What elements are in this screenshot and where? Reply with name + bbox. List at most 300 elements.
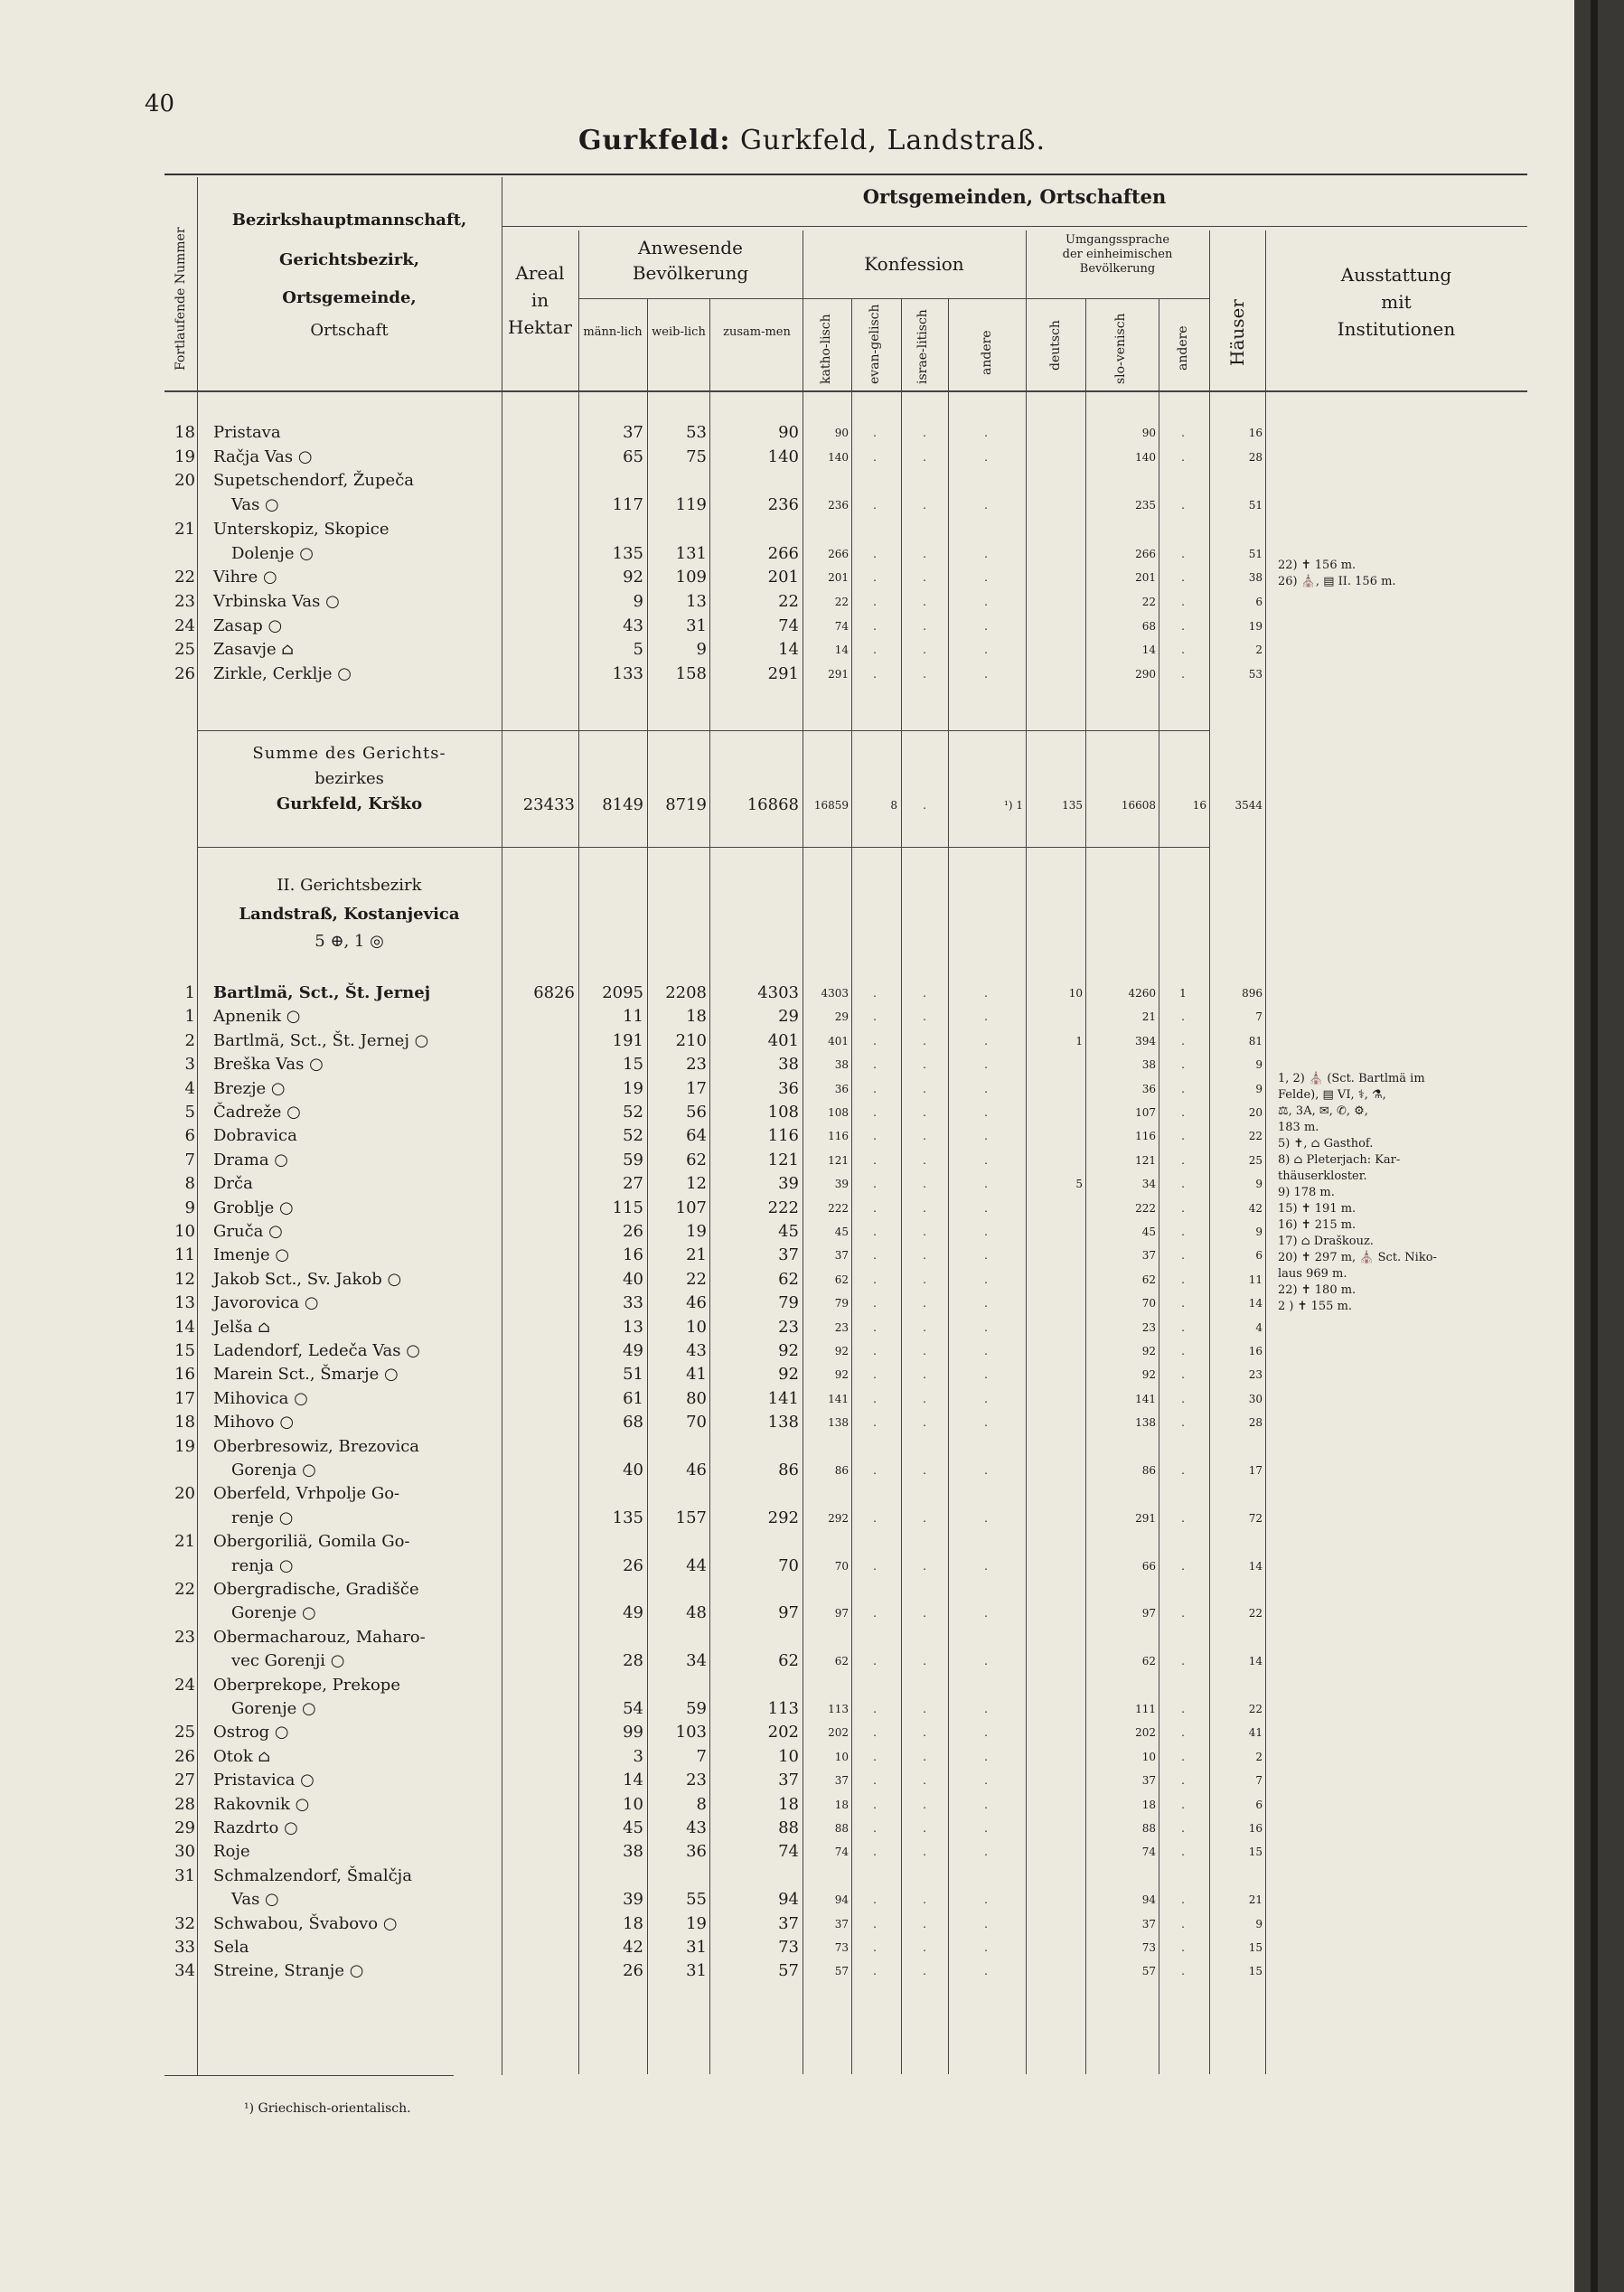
row-empty-dot: . xyxy=(923,1416,926,1430)
row-haeuser: 41 xyxy=(1248,1726,1263,1740)
row-haeuser: 20 xyxy=(1248,1106,1263,1119)
row-name: Rakovnik ○ xyxy=(213,1794,310,1814)
row-zusammen: 88 xyxy=(778,1818,799,1837)
page-number: 40 xyxy=(145,90,175,117)
row-number: 27 xyxy=(174,1771,195,1790)
row-zusammen: 79 xyxy=(778,1293,799,1313)
row-empty-dot: . xyxy=(984,668,988,681)
row-empty-dot: . xyxy=(923,499,926,512)
row-name: Pristavica ○ xyxy=(213,1771,314,1790)
row-number: 28 xyxy=(174,1794,195,1814)
row-zusammen: 37 xyxy=(778,1771,799,1790)
row-empty-dot: . xyxy=(923,668,926,681)
row-number: 9 xyxy=(184,1198,195,1217)
row-deutsch: 1 xyxy=(1075,1034,1083,1047)
row-slovenisch: 92 xyxy=(1141,1368,1156,1382)
running-title xyxy=(0,125,1624,156)
row-number: 1 xyxy=(184,983,195,1002)
row-empty-dot: . xyxy=(984,427,988,439)
row-empty-dot: . xyxy=(923,571,926,585)
row-slovenisch: 37 xyxy=(1141,1774,1156,1788)
row-name: Apnenik ○ xyxy=(213,1007,301,1027)
row-name: Marein Sct., Šmarje ○ xyxy=(213,1365,399,1385)
row-number: 14 xyxy=(174,1317,195,1337)
header-umgang-3: Bevölkerung xyxy=(1079,262,1156,276)
row-empty-dot: . xyxy=(984,450,988,464)
row-katholisch: 39 xyxy=(834,1178,849,1191)
row-weiblich: 56 xyxy=(686,1103,707,1122)
row-slovenisch: 62 xyxy=(1141,1655,1156,1668)
header-bezirk-2: Gerichtsbezirk, xyxy=(279,250,419,269)
row-empty-dot: . xyxy=(923,427,926,439)
row-slovenisch: 94 xyxy=(1141,1893,1156,1907)
row-katholisch: 92 xyxy=(834,1345,849,1357)
row-maennlich: 52 xyxy=(623,1103,643,1122)
summe-areal: 23433 xyxy=(522,795,575,814)
row-maennlich: 51 xyxy=(623,1365,643,1385)
row-areal: 6826 xyxy=(533,983,575,1002)
note-line: 5) ✝, ⌂ Gasthof. xyxy=(1278,1137,1374,1151)
row-maennlich: 135 xyxy=(612,543,643,563)
book-binding-edge xyxy=(1574,0,1624,2292)
row-andere: . xyxy=(1181,1297,1185,1310)
row-haeuser: 7 xyxy=(1255,1774,1263,1788)
row-andere: . xyxy=(1181,1249,1185,1263)
row-andere: . xyxy=(1181,1822,1185,1835)
row-andere: . xyxy=(1181,1846,1185,1859)
row-empty-dot: . xyxy=(923,987,926,1000)
row-name: Oberbresowiz, Brezovica xyxy=(213,1436,420,1456)
row-name: Razdrto ○ xyxy=(213,1818,298,1837)
col-line xyxy=(1265,230,1266,2074)
row-slovenisch: 37 xyxy=(1141,1917,1156,1930)
row-zusammen: 22 xyxy=(778,591,799,611)
row-katholisch: 86 xyxy=(834,1464,849,1477)
row-empty-dot: . xyxy=(873,427,877,439)
row-andere: . xyxy=(1181,1226,1185,1238)
row-empty-dot: . xyxy=(984,1297,988,1310)
row-katholisch: 37 xyxy=(834,1774,849,1788)
row-empty-dot: . xyxy=(873,668,877,681)
row-maennlich: 133 xyxy=(612,664,643,683)
row-andere: . xyxy=(1181,1392,1185,1405)
row-maennlich: 115 xyxy=(612,1198,643,1217)
row-zusammen: 74 xyxy=(778,615,799,635)
row-maennlich: 26 xyxy=(623,1222,643,1241)
header-evangelisch: evan-gelisch xyxy=(868,304,882,384)
row-weiblich: 158 xyxy=(675,664,707,683)
row-zusammen: 38 xyxy=(778,1055,799,1075)
row-name: Oberfeld, Vrhpolje Go- xyxy=(213,1484,400,1504)
row-name: Vas ○ xyxy=(231,1890,279,1910)
row-weiblich: 70 xyxy=(686,1413,707,1432)
row-weiblich: 41 xyxy=(686,1365,707,1385)
row-empty-dot: . xyxy=(873,547,877,560)
row-maennlich: 14 xyxy=(623,1771,643,1790)
row-zusammen: 62 xyxy=(778,1269,799,1289)
row-slovenisch: 222 xyxy=(1135,1201,1156,1215)
row-haeuser: 9 xyxy=(1255,1082,1263,1095)
row-name: Imenje ○ xyxy=(213,1245,290,1265)
row-weiblich: 8 xyxy=(696,1794,707,1814)
row-empty-dot: . xyxy=(984,1226,988,1238)
row-katholisch: 70 xyxy=(834,1559,849,1573)
row-deutsch: 5 xyxy=(1075,1178,1083,1191)
row-empty-dot: . xyxy=(923,1010,926,1024)
row-empty-dot: . xyxy=(984,1941,988,1954)
row-weiblich: 53 xyxy=(686,423,707,442)
row-empty-dot: . xyxy=(923,1226,926,1238)
row-empty-dot: . xyxy=(873,1201,877,1215)
row-andere: . xyxy=(1181,1941,1185,1954)
summe-andere2: 16 xyxy=(1192,799,1206,812)
row-katholisch: 94 xyxy=(834,1893,849,1907)
header-areal-1: Areal xyxy=(515,262,565,284)
row-empty-dot: . xyxy=(984,1965,988,1978)
row-empty-dot: . xyxy=(873,643,877,657)
row-slovenisch: 107 xyxy=(1135,1106,1156,1119)
row-number: 20 xyxy=(174,1484,195,1504)
header-areal-3: Hektar xyxy=(508,316,572,338)
summe-israelitisch: . xyxy=(923,799,926,812)
header-umgang-2: der einheimischen xyxy=(1062,248,1173,261)
row-haeuser: 15 xyxy=(1248,1941,1263,1954)
row-weiblich: 23 xyxy=(686,1055,707,1075)
row-empty-dot: . xyxy=(984,1368,988,1382)
row-andere: . xyxy=(1181,619,1185,633)
summe-andere: ¹) 1 xyxy=(1004,799,1023,812)
summe-line-3: Gurkfeld, Krško xyxy=(276,794,423,813)
row-weiblich: 157 xyxy=(675,1508,707,1527)
row-zusammen: 202 xyxy=(767,1723,799,1742)
row-katholisch: 138 xyxy=(828,1416,849,1430)
row-empty-dot: . xyxy=(873,987,877,1000)
row-name: Dolenje ○ xyxy=(231,543,314,563)
row-empty-dot: . xyxy=(923,1130,926,1143)
row-empty-dot: . xyxy=(873,1226,877,1238)
header-ausstattung-2: mit xyxy=(1381,291,1412,313)
row-empty-dot: . xyxy=(923,595,926,608)
row-andere: . xyxy=(1181,1034,1185,1047)
row-haeuser: 25 xyxy=(1248,1153,1263,1167)
row-number: 15 xyxy=(174,1341,195,1360)
row-weiblich: 36 xyxy=(686,1842,707,1862)
row-zusammen: 140 xyxy=(767,446,799,466)
row-empty-dot: . xyxy=(873,1416,877,1430)
table-bottom xyxy=(164,2075,454,2076)
note-line: 20) ✝ 297 m, ⛪ Sct. Niko- xyxy=(1278,1251,1437,1264)
row-andere: . xyxy=(1181,1965,1185,1978)
row-zusammen: 37 xyxy=(778,1913,799,1933)
row-maennlich: 65 xyxy=(623,446,643,466)
row-zusammen: 291 xyxy=(767,664,799,683)
row-katholisch: 22 xyxy=(834,595,849,608)
header-slovenisch: slo-venisch xyxy=(1113,313,1128,384)
row-andere: . xyxy=(1181,1273,1185,1286)
section-divider xyxy=(197,847,1209,848)
row-empty-dot: . xyxy=(873,1846,877,1859)
row-katholisch: 121 xyxy=(828,1153,849,1167)
row-number: 24 xyxy=(174,1675,195,1695)
row-haeuser: 28 xyxy=(1248,1416,1263,1430)
row-andere: . xyxy=(1181,1655,1185,1668)
row-empty-dot: . xyxy=(873,1750,877,1763)
row-slovenisch: 34 xyxy=(1141,1178,1156,1191)
row-maennlich: 38 xyxy=(623,1842,643,1862)
row-name: Roje xyxy=(213,1842,250,1862)
row-andere: . xyxy=(1181,1917,1185,1930)
row-katholisch: 201 xyxy=(828,571,849,585)
row-name: Drča xyxy=(213,1174,253,1194)
row-empty-dot: . xyxy=(923,1941,926,1954)
row-name: Streine, Stranje ○ xyxy=(213,1961,364,1981)
row-maennlich: 37 xyxy=(623,423,643,442)
summe-katholisch: 16859 xyxy=(813,799,849,812)
row-zusammen: 201 xyxy=(767,568,799,587)
row-maennlich: 28 xyxy=(623,1651,643,1671)
note-line: 1, 2) ⛪ (Sct. Bartlmä im xyxy=(1278,1072,1425,1085)
row-weiblich: 62 xyxy=(686,1150,707,1169)
row-empty-dot: . xyxy=(873,1058,877,1072)
header-fortlaufende: Fortlaufende Nummer xyxy=(174,227,188,371)
row-empty-dot: . xyxy=(984,1559,988,1573)
row-zusammen: 45 xyxy=(778,1222,799,1241)
row-empty-dot: . xyxy=(984,1058,988,1072)
row-number: 23 xyxy=(174,591,195,611)
row-zusammen: 138 xyxy=(767,1413,799,1432)
row-number: 8 xyxy=(184,1174,195,1194)
row-empty-dot: . xyxy=(984,1392,988,1405)
row-empty-dot: . xyxy=(923,1893,926,1907)
row-name: Pristava xyxy=(213,423,281,442)
row-haeuser: 2 xyxy=(1255,1750,1263,1763)
row-weiblich: 46 xyxy=(686,1461,707,1479)
row-weiblich: 19 xyxy=(686,1913,707,1933)
row-empty-dot: . xyxy=(984,1201,988,1215)
row-slovenisch: 266 xyxy=(1135,547,1156,560)
note-line: 22) ✝ 180 m. xyxy=(1278,1283,1356,1297)
row-number: 13 xyxy=(174,1293,195,1313)
row-zusammen: 94 xyxy=(778,1890,799,1910)
row-slovenisch: 10 xyxy=(1141,1750,1156,1763)
row-andere: . xyxy=(1181,1106,1185,1119)
row-haeuser: 9 xyxy=(1255,1058,1263,1072)
row-empty-dot: . xyxy=(923,1153,926,1167)
row-katholisch: 92 xyxy=(834,1368,849,1382)
row-weiblich: 119 xyxy=(675,495,707,515)
row-slovenisch: 291 xyxy=(1135,1511,1156,1525)
row-maennlich: 49 xyxy=(623,1603,643,1623)
row-empty-dot: . xyxy=(873,1774,877,1788)
row-maennlich: 33 xyxy=(623,1293,643,1313)
row-haeuser: 17 xyxy=(1248,1464,1263,1477)
row-katholisch: 73 xyxy=(834,1941,849,1954)
row-maennlich: 61 xyxy=(623,1388,643,1408)
row-empty-dot: . xyxy=(923,1392,926,1405)
row-name: Obergoriliä, Gomila Go- xyxy=(213,1532,410,1552)
row-katholisch: 74 xyxy=(834,619,849,633)
row-katholisch: 37 xyxy=(834,1249,849,1263)
row-zusammen: 23 xyxy=(778,1317,799,1337)
row-zusammen: 401 xyxy=(767,1030,799,1050)
row-empty-dot: . xyxy=(923,1034,926,1047)
row-slovenisch: 23 xyxy=(1141,1320,1156,1334)
row-name: Mihovo ○ xyxy=(213,1413,295,1432)
row-empty-dot: . xyxy=(923,1917,926,1930)
row-zusammen: 57 xyxy=(778,1961,799,1981)
row-haeuser: 53 xyxy=(1248,668,1263,681)
row-empty-dot: . xyxy=(873,499,877,512)
row-maennlich: 54 xyxy=(623,1699,643,1718)
row-haeuser: 16 xyxy=(1248,1345,1263,1357)
row-name: Obergradische, Gradišče xyxy=(213,1580,419,1599)
row-slovenisch: 66 xyxy=(1141,1559,1156,1573)
row-maennlich: 191 xyxy=(612,1030,643,1050)
row-empty-dot: . xyxy=(923,1559,926,1573)
row-maennlich: 40 xyxy=(623,1269,643,1289)
row-slovenisch: 140 xyxy=(1135,450,1156,464)
row-zusammen: 108 xyxy=(767,1103,799,1122)
row-haeuser: 6 xyxy=(1255,1798,1263,1811)
row-empty-dot: . xyxy=(923,1750,926,1763)
header-israelitisch: israe-litisch xyxy=(915,309,930,384)
row-weiblich: 107 xyxy=(675,1198,707,1217)
row-zusammen: 292 xyxy=(767,1508,799,1527)
bezirk2-line-3: 5 ⊕, 1 ◎ xyxy=(314,932,384,951)
row-slovenisch: 394 xyxy=(1135,1034,1156,1047)
row-katholisch: 141 xyxy=(828,1392,849,1405)
row-empty-dot: . xyxy=(923,643,926,657)
row-empty-dot: . xyxy=(923,1607,926,1620)
note-line: thäuserkloster. xyxy=(1278,1169,1367,1183)
note-line: laus 969 m. xyxy=(1278,1267,1347,1281)
row-maennlich: 68 xyxy=(623,1413,643,1432)
row-number: 10 xyxy=(174,1222,195,1241)
row-name: renja ○ xyxy=(231,1555,294,1575)
row-empty-dot: . xyxy=(923,1106,926,1119)
row-haeuser: 9 xyxy=(1255,1226,1263,1238)
header-bezirk-3: Ortsgemeinde, xyxy=(282,288,417,307)
row-empty-dot: . xyxy=(984,547,988,560)
row-haeuser: 6 xyxy=(1255,595,1263,608)
title-rest: Gurkfeld, Landstraß. xyxy=(730,125,1047,156)
row-maennlich: 19 xyxy=(623,1078,643,1098)
row-katholisch: 36 xyxy=(834,1082,849,1095)
row-zusammen: 121 xyxy=(767,1150,799,1169)
note-line: 8) ⌂ Pleterjach: Kar- xyxy=(1278,1153,1401,1167)
row-slovenisch: 86 xyxy=(1141,1464,1156,1477)
row-weiblich: 103 xyxy=(675,1723,707,1742)
row-katholisch: 97 xyxy=(834,1607,849,1620)
header-umgang-1: Umgangssprache xyxy=(1065,233,1170,247)
row-name: Obermacharouz, Maharo- xyxy=(213,1627,426,1647)
row-zusammen: 74 xyxy=(778,1842,799,1862)
row-empty-dot: . xyxy=(984,1106,988,1119)
row-andere: . xyxy=(1181,1703,1185,1715)
header-andere2: andere xyxy=(1176,325,1190,371)
row-weiblich: 31 xyxy=(686,1961,707,1981)
row-deutsch: 10 xyxy=(1068,987,1083,1000)
row-number: 25 xyxy=(174,640,195,660)
row-andere: . xyxy=(1181,571,1185,585)
row-name: Vrbinska Vas ○ xyxy=(213,591,340,611)
row-name: renje ○ xyxy=(231,1508,294,1527)
row-empty-dot: . xyxy=(984,1511,988,1525)
row-zusammen: 4303 xyxy=(757,983,799,1002)
row-haeuser: 23 xyxy=(1248,1368,1263,1382)
row-haeuser: 81 xyxy=(1248,1034,1263,1047)
row-number: 23 xyxy=(174,1627,195,1647)
row-katholisch: 62 xyxy=(834,1655,849,1668)
row-empty-dot: . xyxy=(984,1917,988,1930)
row-empty-dot: . xyxy=(984,1703,988,1715)
row-maennlich: 45 xyxy=(623,1818,643,1837)
row-maennlich: 40 xyxy=(623,1461,643,1479)
row-zusammen: 62 xyxy=(778,1651,799,1671)
summe-maennlich: 8149 xyxy=(602,795,643,814)
row-andere: . xyxy=(1181,1798,1185,1811)
row-maennlich: 10 xyxy=(623,1794,643,1814)
row-number: 17 xyxy=(174,1388,195,1408)
row-empty-dot: . xyxy=(873,1153,877,1167)
section-divider xyxy=(197,730,1209,731)
row-maennlich: 43 xyxy=(623,615,643,635)
row-number: 21 xyxy=(174,1532,195,1552)
row-empty-dot: . xyxy=(984,1130,988,1143)
row-katholisch: 116 xyxy=(828,1130,849,1143)
row-name: Javorovica ○ xyxy=(213,1293,319,1313)
row-empty-dot: . xyxy=(984,1345,988,1357)
row-katholisch: 38 xyxy=(834,1058,849,1072)
row-name: Bartlmä, Sct., Št. Jernej xyxy=(213,983,431,1002)
row-katholisch: 140 xyxy=(828,450,849,464)
row-empty-dot: . xyxy=(984,619,988,633)
row-haeuser: 51 xyxy=(1248,499,1263,512)
row-weiblich: 109 xyxy=(675,568,707,587)
row-weiblich: 2208 xyxy=(665,983,707,1002)
row-empty-dot: . xyxy=(984,1464,988,1477)
row-weiblich: 23 xyxy=(686,1771,707,1790)
note-line: 22) ✝ 156 m. xyxy=(1278,559,1356,572)
row-andere: . xyxy=(1181,1511,1185,1525)
row-number: 30 xyxy=(174,1842,195,1862)
row-empty-dot: . xyxy=(984,571,988,585)
note-line: 17) ⌂ Draškouz. xyxy=(1278,1235,1374,1248)
row-empty-dot: . xyxy=(984,1273,988,1286)
header-konfession: Konfession xyxy=(864,253,964,275)
row-empty-dot: . xyxy=(873,1464,877,1477)
row-name: Oberprekope, Prekope xyxy=(213,1675,400,1695)
row-empty-dot: . xyxy=(873,1703,877,1715)
row-empty-dot: . xyxy=(873,1726,877,1740)
row-empty-dot: . xyxy=(873,1917,877,1930)
row-weiblich: 17 xyxy=(686,1078,707,1098)
row-slovenisch: 18 xyxy=(1141,1798,1156,1811)
row-katholisch: 4303 xyxy=(821,987,849,1000)
row-weiblich: 19 xyxy=(686,1222,707,1241)
row-haeuser: 21 xyxy=(1248,1893,1263,1907)
row-name: Gruča ○ xyxy=(213,1222,283,1241)
row-katholisch: 79 xyxy=(834,1297,849,1310)
row-number: 5 xyxy=(184,1103,195,1122)
row-weiblich: 12 xyxy=(686,1174,707,1194)
row-haeuser: 16 xyxy=(1248,427,1263,439)
row-empty-dot: . xyxy=(984,1893,988,1907)
header-ausstattung-3: Institutionen xyxy=(1337,318,1456,340)
row-name: Otok ⌂ xyxy=(213,1746,271,1766)
top-rule xyxy=(164,174,1527,175)
row-name: Zasap ○ xyxy=(213,615,283,635)
